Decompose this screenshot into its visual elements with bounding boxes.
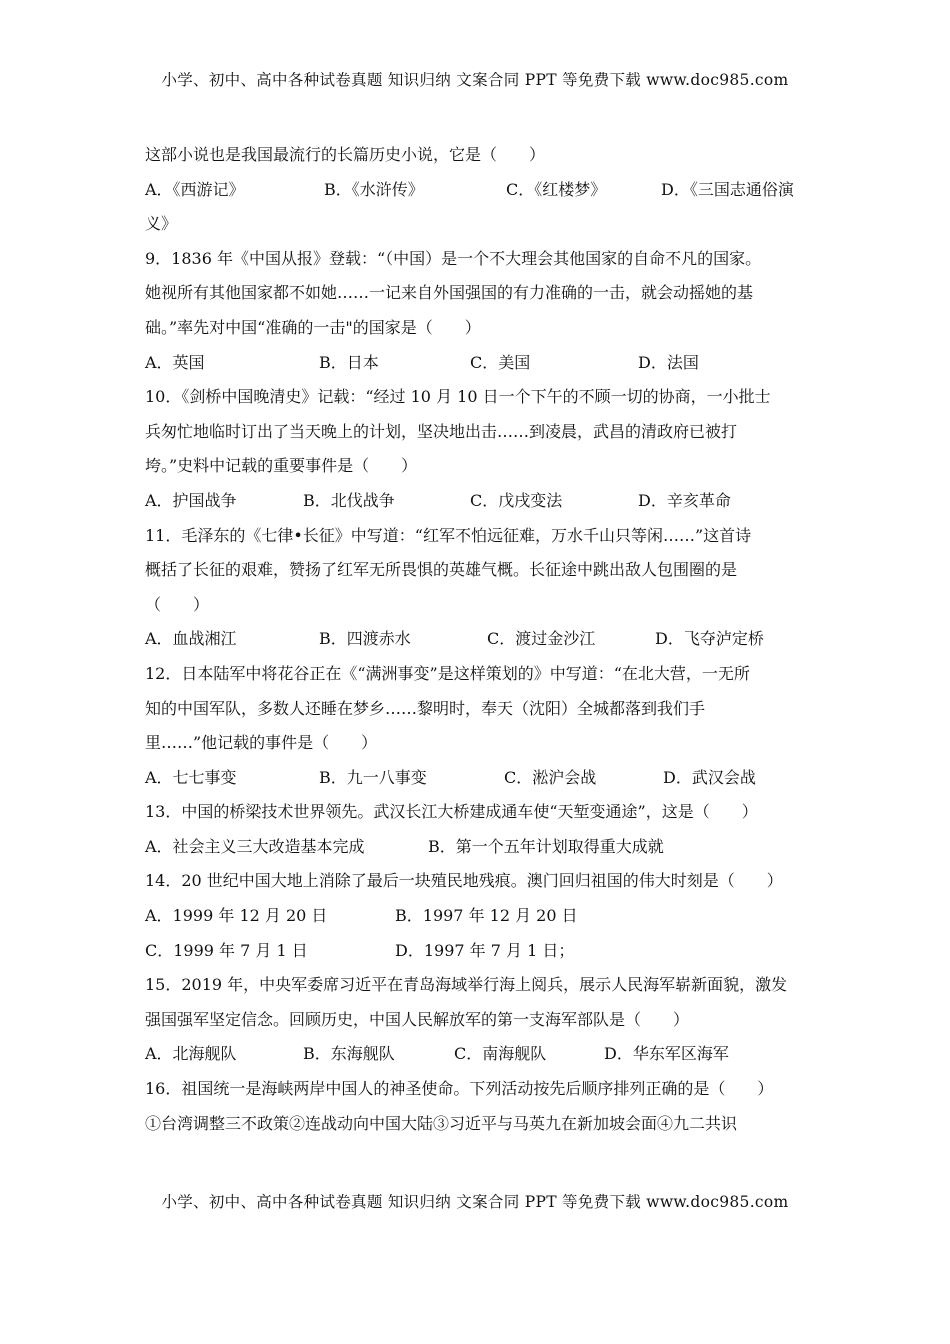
q8-options (145, 173, 810, 208)
q12-option-b[interactable]: B．九一八事变 (319, 767, 427, 787)
q13-options (145, 830, 810, 865)
q14-option-d[interactable]: D．1997 年 7 月 1 日； (395, 940, 575, 960)
q10-option-d[interactable]: D．辛亥革命 (638, 490, 731, 510)
q8-option-d-wrap: 义》 (145, 214, 178, 234)
q15-option-d[interactable]: D．华东军区海军 (604, 1044, 729, 1064)
q13-option-b[interactable]: B．第一个五年计划取得重大成就 (428, 836, 664, 856)
q8-stem: 这部小说也是我国最流行的长篇历史小说，它是（ ） (145, 145, 546, 164)
q10-stem-line: 10．《剑桥中国晚清史》记载：“经过 10 月 10 日一个下午的不顾一切的协商，一小批士 (145, 387, 771, 407)
q11-stem-line: 11．毛泽东的《七律•长征》中写道：“红军不怕远征难，万水千山只等闲……”这首诗 (145, 525, 752, 545)
q11-option-b[interactable]: B．四渡赤水 (319, 629, 411, 649)
q14-option-a[interactable]: A．1999 年 12 月 20 日 (145, 906, 328, 926)
q8-option-c[interactable]: C．《红楼梦》 (506, 179, 607, 199)
q16-stem-line: ①台湾调整三不政策②连战动向中国大陆③习近平与马英九在新加坡会面④九二共识 (145, 1113, 738, 1133)
q10-option-c[interactable]: C．戊戌变法 (470, 490, 563, 510)
q14-option-c[interactable]: C．1999 年 7 月 1 日 (145, 940, 308, 960)
q15-stem-line: 15．2019 年，中央军委席习近平在青岛海域举行海上阅兵，展示人民海军崭新面貌，激发 (145, 975, 788, 995)
question-content (145, 138, 810, 1141)
page-header: 小学、初中、高中各种试卷真题 知识归纳 文案合同 PPT 等免费下载 www.doc985.com (161, 71, 789, 89)
q10-options (145, 484, 810, 519)
q11-options (145, 622, 810, 657)
q8-option-b[interactable]: B．《水浒传》 (324, 179, 424, 199)
q12-option-c[interactable]: C．淞沪会战 (504, 767, 597, 787)
q9-option-c[interactable]: C．美国 (470, 352, 531, 372)
q15-options (145, 1037, 810, 1072)
q15-option-a[interactable]: A．北海舰队 (145, 1044, 237, 1064)
q12-option-d[interactable]: D．武汉会战 (663, 767, 756, 787)
q9-stem-line: 她视所有其他国家都不如她……一记来自外国强国的有力准确的一击，就会动摇她的基 (145, 283, 754, 303)
q11-stem-line: （ ） (145, 594, 210, 614)
q12-stem-line: 里……”他记载的事件是（ ） (145, 733, 378, 753)
q14-option-b[interactable]: B．1997 年 12 月 20 日 (395, 906, 578, 926)
q14-options-row1 (145, 899, 810, 934)
q8-option-d[interactable]: D．《三国志通俗演 (661, 179, 794, 199)
q15-option-c[interactable]: C．南海舰队 (454, 1044, 547, 1064)
q9-option-b[interactable]: B．日本 (319, 352, 379, 372)
q15-stem-line: 强国强军坚定信念。回顾历史，中国人民解放军的第一支海军部队是（ ） (145, 1009, 690, 1029)
q10-option-a[interactable]: A．护国战争 (145, 490, 237, 510)
q9-stem-line: 础。”率先对中国“准确的一击"的国家是（ ） (145, 317, 481, 337)
q14-options-row2 (145, 934, 810, 969)
q10-stem-line: 兵匆忙地临时订出了当天晚上的计划，坚决地出击……到凌晨，武昌的清政府已被打 (145, 421, 738, 441)
q14-stem-line: 14．20 世纪中国大地上消除了最后一块殖民地残痕。澳门回归祖国的伟大时刻是（ ） (145, 871, 783, 891)
q9-option-d[interactable]: D．法国 (638, 352, 699, 372)
q10-option-b[interactable]: B．北伐战争 (303, 490, 395, 510)
q11-option-d[interactable]: D．飞夺泸定桥 (655, 629, 764, 649)
q12-option-a[interactable]: A．七七事变 (145, 767, 237, 787)
q9-option-a[interactable]: A．英国 (145, 352, 205, 372)
q12-options (145, 761, 810, 796)
q11-option-c[interactable]: C．渡过金沙江 (487, 629, 596, 649)
q16-stem-line: 16．祖国统一是海峡两岸中国人的神圣使命。下列活动按先后顺序排列正确的是（ ） (145, 1079, 774, 1099)
q11-option-a[interactable]: A．血战湘江 (145, 629, 237, 649)
q10-stem-line: 垮。”史料中记载的重要事件是（ ） (145, 456, 418, 476)
q8-option-a[interactable]: A．《西游记》 (145, 179, 245, 199)
page-footer: 小学、初中、高中各种试卷真题 知识归纳 文案合同 PPT 等免费下载 www.doc985.com (161, 1193, 789, 1211)
q9-stem-line: 9．1836 年《中国从报》登载：“（中国）是一个不大理会其他国家的自命不凡的国家。 (145, 248, 762, 268)
q9-options (145, 346, 810, 381)
q13-option-a[interactable]: A．社会主义三大改造基本完成 (145, 836, 365, 856)
q12-stem-line: 知的中国军队，多数人还睡在梦乡……黎明时，奉天（沈阳）全城都落到我们手 (145, 698, 706, 718)
q15-option-b[interactable]: B．东海舰队 (303, 1044, 395, 1064)
q11-stem-line: 概括了长征的艰难，赞扬了红军无所畏惧的英雄气概。长征途中跳出敌人包围圈的是 (145, 560, 738, 580)
q12-stem-line: 12．日本陆军中将花谷正在《“满洲事变”是这样策划的》中写道：“在北大营，一无所 (145, 663, 750, 683)
q13-stem-line: 13．中国的桥梁技术世界领先。武汉长江大桥建成通车使“天堑变通途”，这是（ ） (145, 802, 758, 822)
